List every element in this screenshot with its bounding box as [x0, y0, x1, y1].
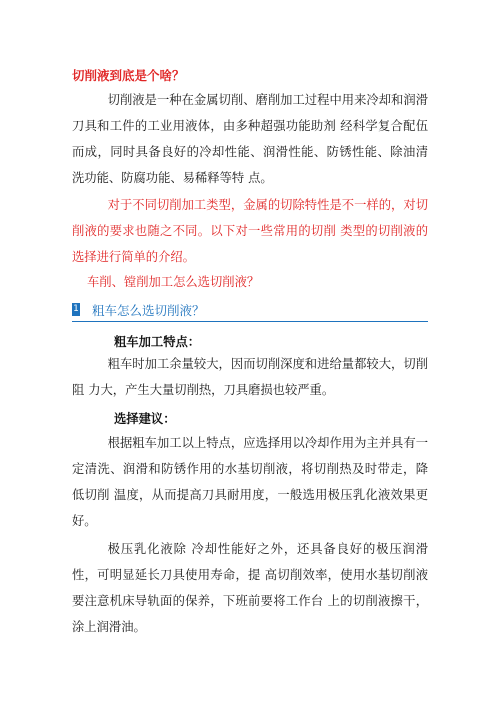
section-header: [72, 299, 428, 322]
advice-heading: 选择建议：: [114, 412, 176, 426]
section-number-badge: 1: [73, 304, 79, 314]
page-title: 切削液到底是个啥？: [72, 68, 185, 83]
intro-paragraph: 切削液是一种在金属切削、磨削加工过程中用来冷却和润滑刀具和工件的工业用液体，由多种超强功能助剂 经科学复合配伍而成，同时具备良好的冷却性能、润滑性能、防锈性能、除油清洗功能、防腐功能、易稀释等特 点。: [72, 93, 428, 185]
advice-paragraph: 根据粗车加工以上特点，应选择用以冷却作用为主并具有一定清洗、润滑和防锈作用的水基切削液，将切削热及时带走，降低切削 温度，从而提高刀具耐用度，一般选用极压乳化液效果更好。: [72, 436, 428, 528]
features-heading: 粗车加工特点：: [114, 335, 201, 349]
note-paragraph: 对于不同切削加工类型，金属的切除特性是不一样的，对切削液的要求也随之不同。以下对一些常用的切削 类型的切削液的选择进行简单的介绍。: [72, 198, 428, 264]
extra-paragraph: 极压乳化液除 冷却性能好之外，还具备良好的极压润滑性，可明显延长刀具使用寿命，提 高切削效率，使用水基切削液要注意机床导轨面的保养，下班前要将工作台 上的切削液擦干，涂上润滑油。: [72, 542, 428, 634]
subtitle: 车削、镗削加工怎么选切削液？: [87, 275, 260, 289]
section-title: 粗车怎么选切削液？: [92, 303, 205, 318]
features-paragraph: 粗车时加工余量较大，因而切削深度和进给量都较大，切削阻 力大，产生大量切削热，刀具磨损也较严重。: [72, 357, 428, 397]
